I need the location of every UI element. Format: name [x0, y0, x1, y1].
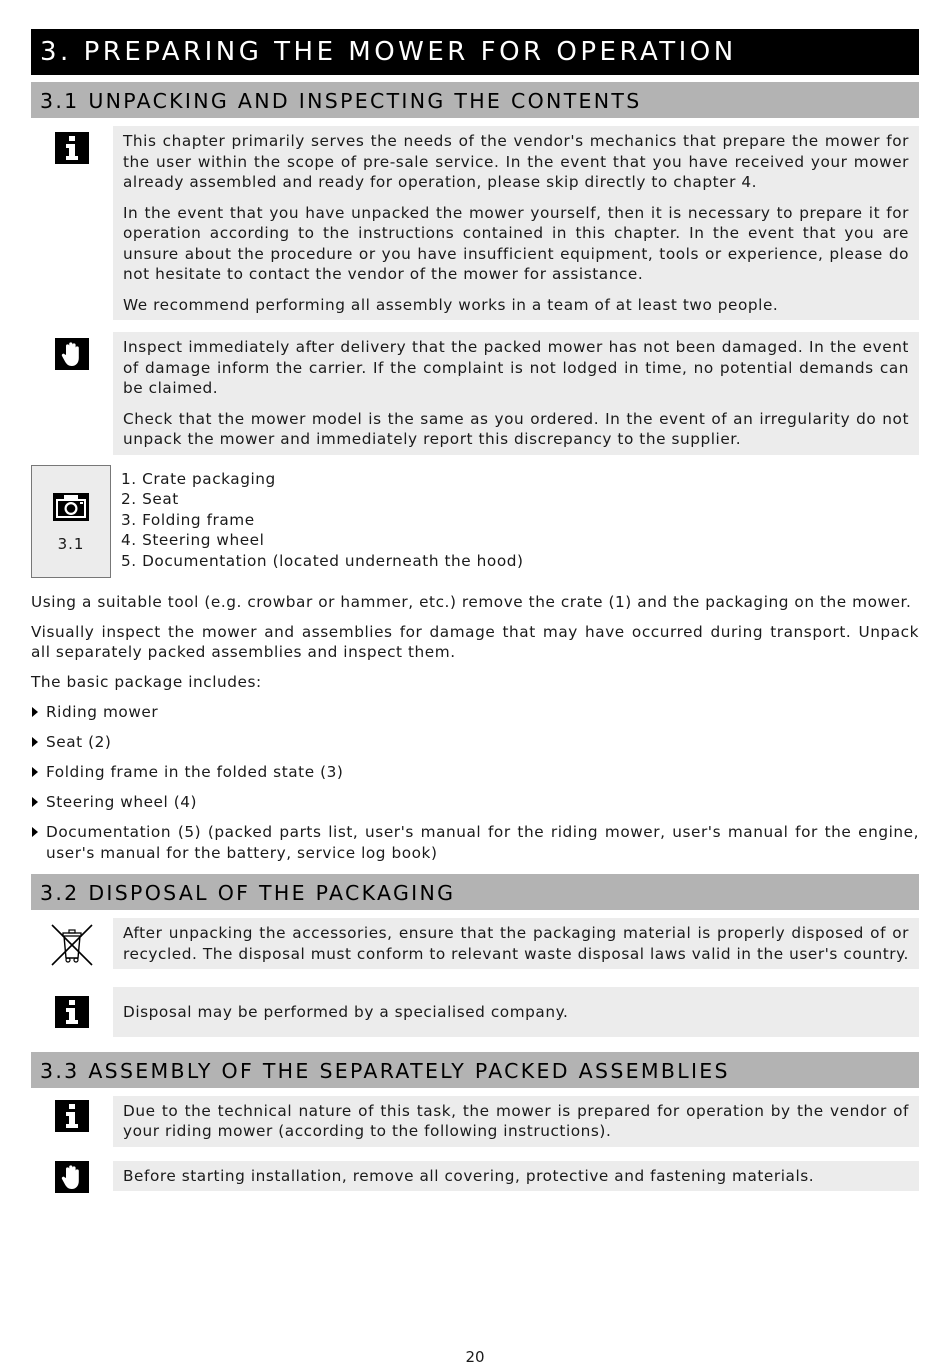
info-note-pre-sale — [31, 126, 919, 320]
figure-label: 3.1 — [57, 534, 85, 553]
bullet-arrow-icon — [32, 767, 38, 777]
body-paragraph: Using a suitable tool (e.g. crowbar or hammer, etc.) remove the crate (1) and the packaging on the mower. — [31, 592, 912, 611]
figure-legend-item: 2. Seat — [121, 490, 179, 508]
body-paragraph: The basic package includes: — [31, 673, 262, 691]
info-paragraph: In the event that you have unpacked the mower yourself, then it is necessary to prepare it for operation according to the instructions contained in this chapter. In the event that you are unsure about the procedure or you have insufficient equipment, tools or experience, please do not hesitate to contact the vendor of the mower for assistance. — [123, 203, 909, 283]
figure-legend — [111, 465, 524, 578]
figure-legend-item: 3. Folding frame — [121, 510, 255, 529]
info-icon — [55, 132, 89, 164]
info-box — [113, 987, 919, 1037]
info-text: Due to the technical nature of this task, the mower is prepared for operation by the vendor of your riding mower (according to the following instructions). — [123, 1101, 909, 1140]
hand-stop-icon — [55, 338, 89, 370]
info-text: Disposal may be performed by a specialised company. — [123, 1003, 569, 1021]
figure-legend-item: 1. Crate packaging — [121, 469, 276, 488]
warning-note-installation — [31, 1161, 919, 1193]
figure-reference — [31, 465, 919, 578]
figure-box — [31, 465, 111, 578]
camera-icon — [53, 493, 89, 525]
info-icon — [55, 996, 89, 1028]
section-title-assembly: 3.3 ASSEMBLY OF THE SEPARATELY PACKED ASSEMBLIES — [31, 1052, 919, 1088]
info-box — [113, 1096, 919, 1147]
package-contents-list — [31, 702, 919, 863]
bullet-arrow-icon — [32, 737, 38, 747]
bullet-arrow-icon — [32, 827, 38, 837]
body-paragraph: Visually inspect the mower and assemblies for damage that may have occurred during transport. Unpack all separately packed assemblies and inspect them. — [31, 622, 919, 661]
section-title-unpacking: 3.1 UNPACKING AND INSPECTING THE CONTENTS — [31, 82, 919, 118]
info-paragraph: This chapter primarily serves the needs of the vendor's mechanics that prepare the mower for the user within the scope of pre-sale service. In the event that you have received your mower already assembled and ready for operation, please skip directly to chapter 4. — [123, 132, 909, 191]
figure-legend-item: 4. Steering wheel — [121, 531, 265, 549]
warning-paragraph: Inspect immediately after delivery that the packed mower has not been damaged. In the event of damage inform the carrier. If the complaint is not lodged in time, no potential demands can be claimed. — [123, 338, 909, 397]
bullet-arrow-icon — [32, 797, 38, 807]
info-note-disposal — [31, 987, 919, 1037]
package-item: Seat (2) — [31, 732, 919, 753]
warning-box — [113, 1161, 919, 1192]
manual-page — [31, 29, 919, 1193]
warning-paragraph: Check that the mower model is the same as you ordered. In the event of an irregularity do not unpack the mower and immediately report this discrepancy to the supplier. — [123, 409, 909, 448]
warning-box — [113, 332, 919, 455]
hand-stop-icon — [55, 1161, 89, 1193]
package-item: Steering wheel (4) — [31, 792, 919, 813]
package-item: Documentation (5) (packed parts list, user's manual for the riding mower, user's manual for the engine, user's manual for the battery, service log book) — [31, 822, 919, 863]
chapter-title: 3. PREPARING THE MOWER FOR OPERATION — [31, 29, 919, 75]
info-note-assembly — [31, 1096, 919, 1147]
package-item: Folding frame in the folded state (3) — [31, 762, 919, 783]
crossed-bin-icon — [49, 922, 95, 972]
info-box — [113, 126, 919, 320]
info-paragraph: We recommend performing all assembly works in a team of at least two people. — [123, 295, 779, 314]
disposal-note — [31, 918, 919, 972]
section-title-disposal: 3.2 DISPOSAL OF THE PACKAGING — [31, 874, 919, 910]
disposal-text: After unpacking the accessories, ensure that the packaging material is properly disposed of or recycled. The disposal must conform to relevant waste disposal laws valid in the user's country. — [123, 924, 909, 963]
disposal-box — [113, 918, 919, 969]
warning-text: Before starting installation, remove all covering, protective and fastening materials. — [123, 1166, 815, 1185]
figure-legend-item: 5. Documentation (located underneath the hood) — [121, 551, 524, 570]
bullet-arrow-icon — [32, 707, 38, 717]
info-icon — [55, 1100, 89, 1132]
page-number: 20 — [465, 1348, 485, 1366]
package-item: Riding mower — [31, 702, 919, 723]
warning-note-delivery — [31, 332, 919, 455]
